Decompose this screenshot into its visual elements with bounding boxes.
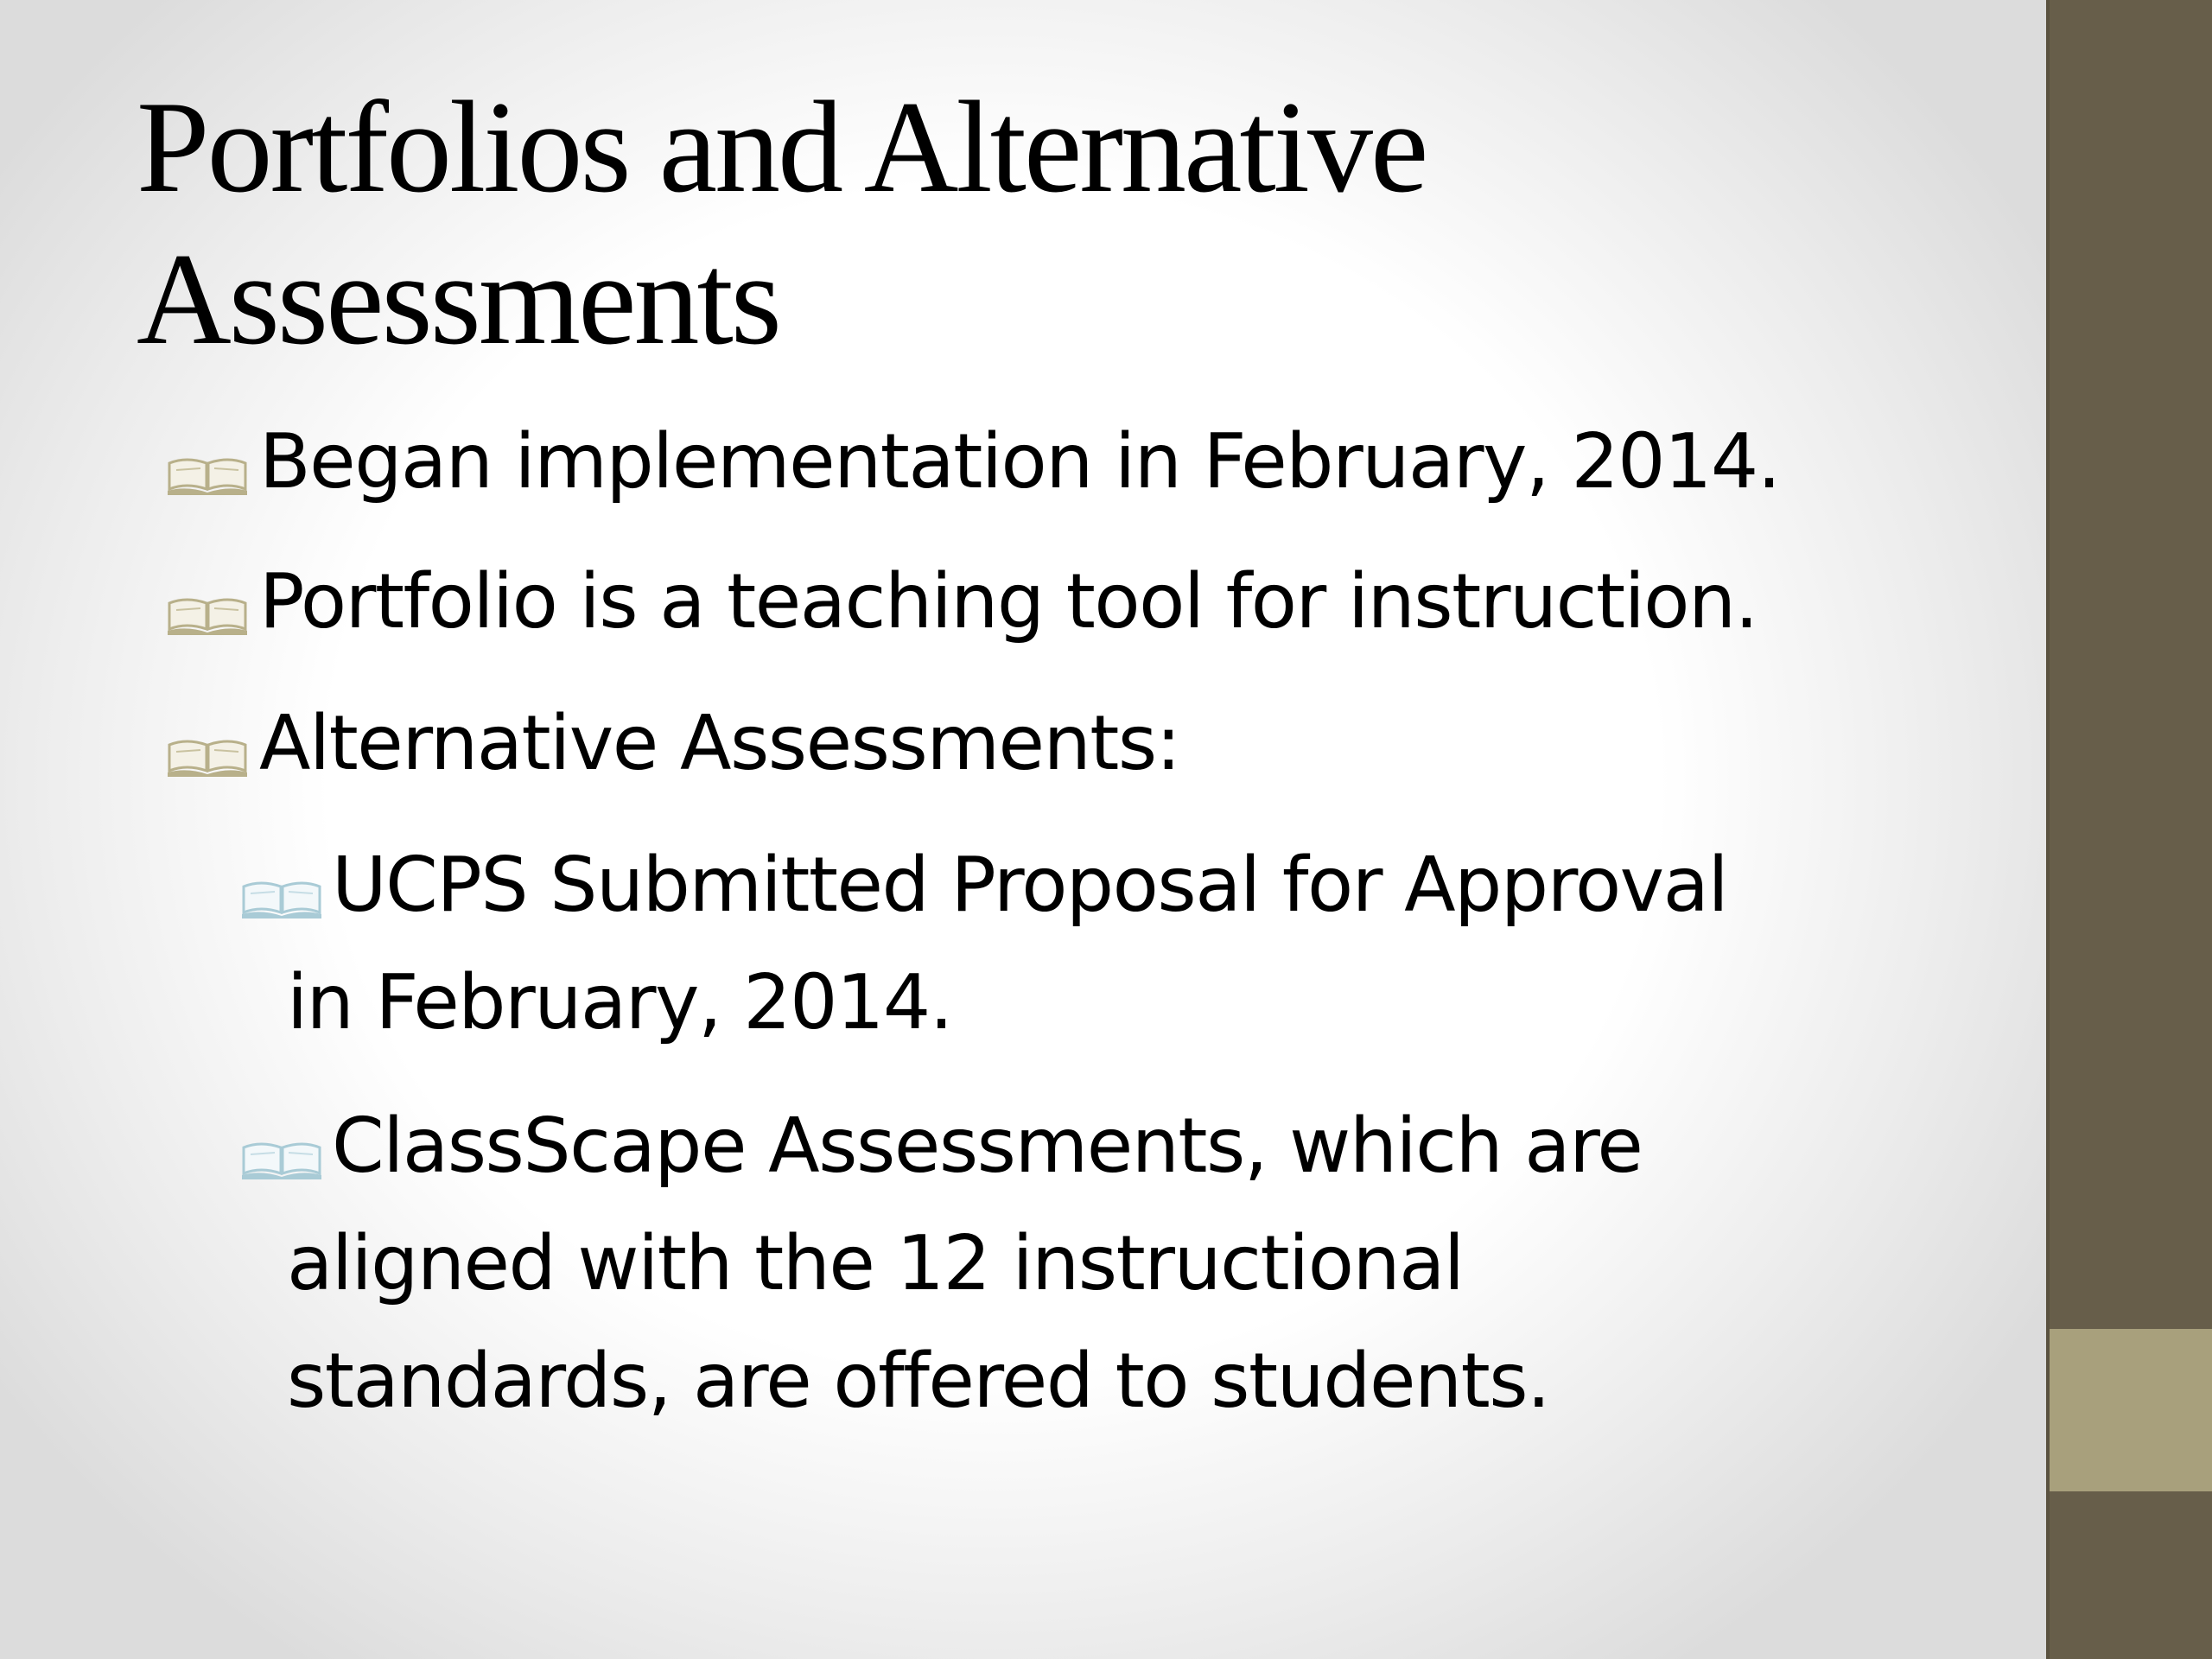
- bullet-item: [259, 543, 1758, 660]
- sub-bullet-line: ClassScape Assessments, which are: [332, 1102, 1643, 1190]
- bullet-text: Portfolio is a teaching tool for instruction.: [259, 557, 1758, 645]
- title-line-2: Assessments: [137, 226, 779, 372]
- sub-bullet-line: aligned with the 12 instructional: [287, 1219, 1464, 1307]
- sub-bullet-line: in February, 2014.: [287, 958, 952, 1046]
- side-bar-accent-block: [2050, 1329, 2212, 1491]
- sub-bullet-line: UCPS Submitted Proposal for Approval: [332, 841, 1728, 929]
- sub-bullet-line: standards, are offered to students.: [287, 1337, 1550, 1425]
- bullet-text: Began implementation in February, 2014.: [259, 417, 1780, 505]
- bullet-text: Alternative Assessments:: [259, 699, 1180, 787]
- open-book-icon: [240, 878, 323, 919]
- open-book-icon: [166, 736, 249, 778]
- open-book-icon: [166, 594, 249, 636]
- title-line-1: Portfolios and Alternative: [137, 74, 1427, 219]
- bullet-item: [259, 684, 1179, 802]
- open-book-icon: [240, 1139, 323, 1180]
- open-book-icon: [166, 454, 249, 496]
- bullet-item: [259, 403, 1780, 520]
